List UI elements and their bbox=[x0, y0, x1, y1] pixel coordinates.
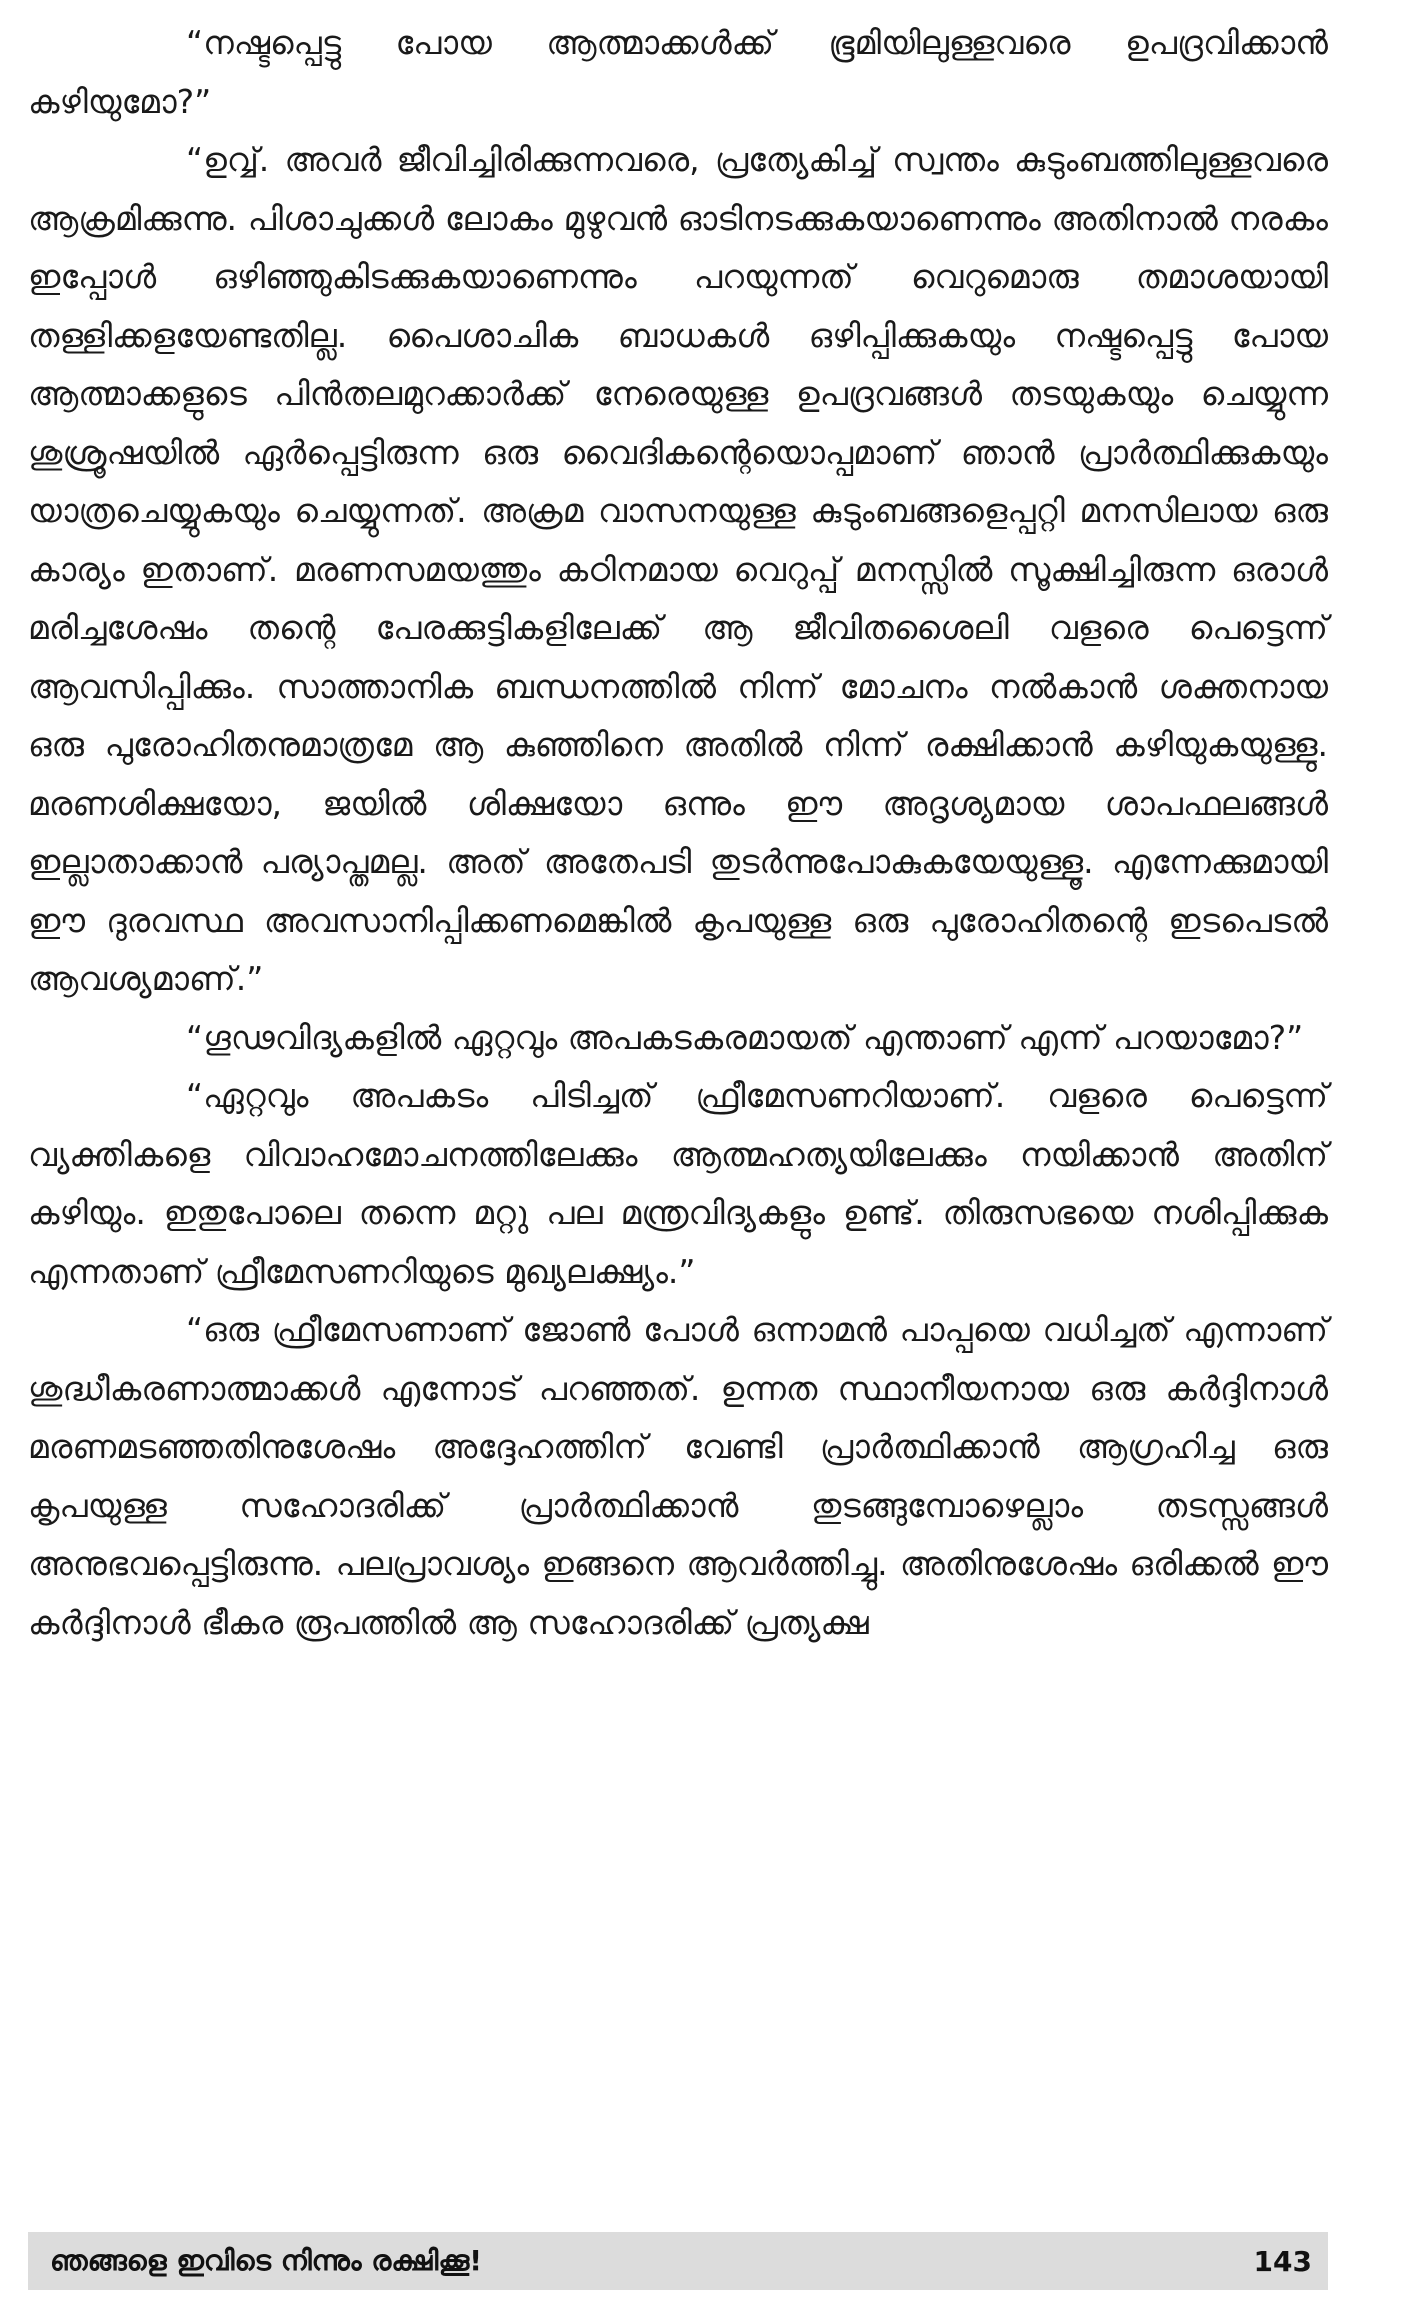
page-footer bbox=[28, 2232, 1328, 2290]
paragraph: “ഒരു ഫ്രീമേസണാണ് ജോൺ പോൾ ഒന്നാമൻ പാപ്പയെ വധിച്ചത് എന്നാണ് ശുദ്ധീകരണാത്മാക്കൾ എന്നോട് പറഞ്ഞത്. ഉന്നത സ്ഥാനീയനായ ഒരു കർദ്ദിനാൾ മരണമടഞ്ഞതിനുശേഷം അദ്ദേഹത്തിന് വേണ്ടി പ്രാർത്ഥിക്കാൻ ആഗ്രഹിച്ച ഒരു കൃപയുള്ള സഹോദരിക്ക് പ്രാർത്ഥിക്കാൻ തുടങ്ങുമ്പോഴെല്ലാം തടസ്സങ്ങൾ അനുഭവപ്പെട്ടിരുന്നു. പലപ്രാവശ്യം ഇങ്ങനെ ആവർത്തിച്ചു. അതിനുശേഷം ഒരിക്കൽ ഈ കർദ്ദിനാൾ ഭീകര രൂപത്തിൽ ആ സഹോദരിക്ക് പ്രത്യക്ഷ bbox=[28, 1310, 1328, 1642]
footer-book-title: ഞങ്ങളെ ഇവിടെ നിന്നും രക്ഷിക്കൂ! bbox=[50, 2244, 482, 2277]
paragraph: “നഷ്ടപ്പെട്ടു പോയ ആത്മാക്കൾക്ക് ഭൂമിയിലുള്ളവരെ ഉപദ്രവിക്കാൻ കഴിയുമോ?” bbox=[28, 23, 1328, 121]
page-body bbox=[28, 14, 1328, 1652]
page-number: 143 bbox=[1253, 2244, 1312, 2278]
paragraph: “ഗൂഢവിദ്യകളിൽ ഏറ്റവും അപകടകരമായത് എന്താണ് എന്ന് പറയാമോ?” bbox=[186, 1017, 1304, 1057]
paragraph: “ഏറ്റവും അപകടം പിടിച്ചത് ഫ്രീമേസണറിയാണ്. വളരെ പെട്ടെന്ന് വ്യക്തികളെ വിവാഹമോചനത്തിലേക്കും ആത്മഹത്യയിലേക്കും നയിക്കാൻ അതിന് കഴിയും. ഇതുപോലെ തന്നെ മറ്റു പല മന്ത്രവിദ്യകളും ഉണ്ട്. തിരുസഭയെ നശിപ്പിക്കുക എന്നതാണ് ഫ്രീമേസണറിയുടെ മുഖ്യലക്ഷ്യം.” bbox=[28, 1076, 1328, 1291]
paragraph: “ഉവ്വ്. അവർ ജീവിച്ചിരിക്കുന്നവരെ, പ്രത്യേകിച്ച് സ്വന്തം കുടുംബത്തിലുള്ളവരെ ആക്രമിക്കുന്നു. പിശാചുക്കൾ ലോകം മുഴുവൻ ഓടിനടക്കുകയാണെന്നും അതിനാൽ നരകം ഇപ്പോൾ ഒഴിഞ്ഞുകിടക്കുകയാണെന്നും പറയുന്നത് വെറുമൊരു തമാശയായി തള്ളിക്കളയേണ്ടതില്ല. പൈശാചിക ബാധകൾ ഒഴിപ്പിക്കുകയും നഷ്ടപ്പെട്ടു പോയ ആത്മാക്കളുടെ പിൻതലമുറക്കാർക്ക് നേരെയുള്ള ഉപദ്രവങ്ങൾ തടയുകയും ചെയ്യുന്ന ശുശ്രൂഷയിൽ ഏർപ്പെട്ടിരുന്ന ഒരു വൈദികന്റെയൊപ്പമാണ് ഞാൻ പ്രാർത്ഥിക്കുകയും യാത്രചെയ്യുകയും ചെയ്യുന്നത്. അക്രമ വാസനയുള്ള കുടുംബങ്ങളെപ്പറ്റി മനസിലായ ഒരു കാര്യം ഇതാണ്. മരണസമയത്തും കഠിനമായ വെറുപ്പ് മനസ്സിൽ സൂക്ഷിച്ചിരുന്ന ഒരാൾ മരിച്ചശേഷം തന്റെ പേരക്കുട്ടികളിലേക്ക് ആ ജീവിതശൈലി വളരെ പെട്ടെന്ന് ആവസിപ്പിക്കും. സാത്താനിക ബന്ധനത്തിൽ നിന്ന് മോചനം നൽകാൻ ശക്തനായ ഒരു പുരോഹിതനുമാത്രമേ ആ കുഞ്ഞിനെ അതിൽ നിന്ന് രക്ഷിക്കാൻ കഴിയുകയുള്ളു. മരണശിക്ഷയോ, ജയിൽ ശിക്ഷയോ ഒന്നും ഈ അദൃശ്യമായ ശാപഫലങ്ങൾ ഇല്ലാതാക്കാൻ പര്യാപ്തമല്ല. അത് അതേപടി തുടർന്നുപോകുകയേയുള്ളൂ. എന്നേക്കുമായി ഈ ദുരവസ്ഥ അവസാനിപ്പിക്കണമെങ്കിൽ കൃപയുള്ള ഒരു പുരോഹിതന്റെ ഇടപെടൽ ആവശ്യമാണ്.” bbox=[28, 140, 1328, 998]
